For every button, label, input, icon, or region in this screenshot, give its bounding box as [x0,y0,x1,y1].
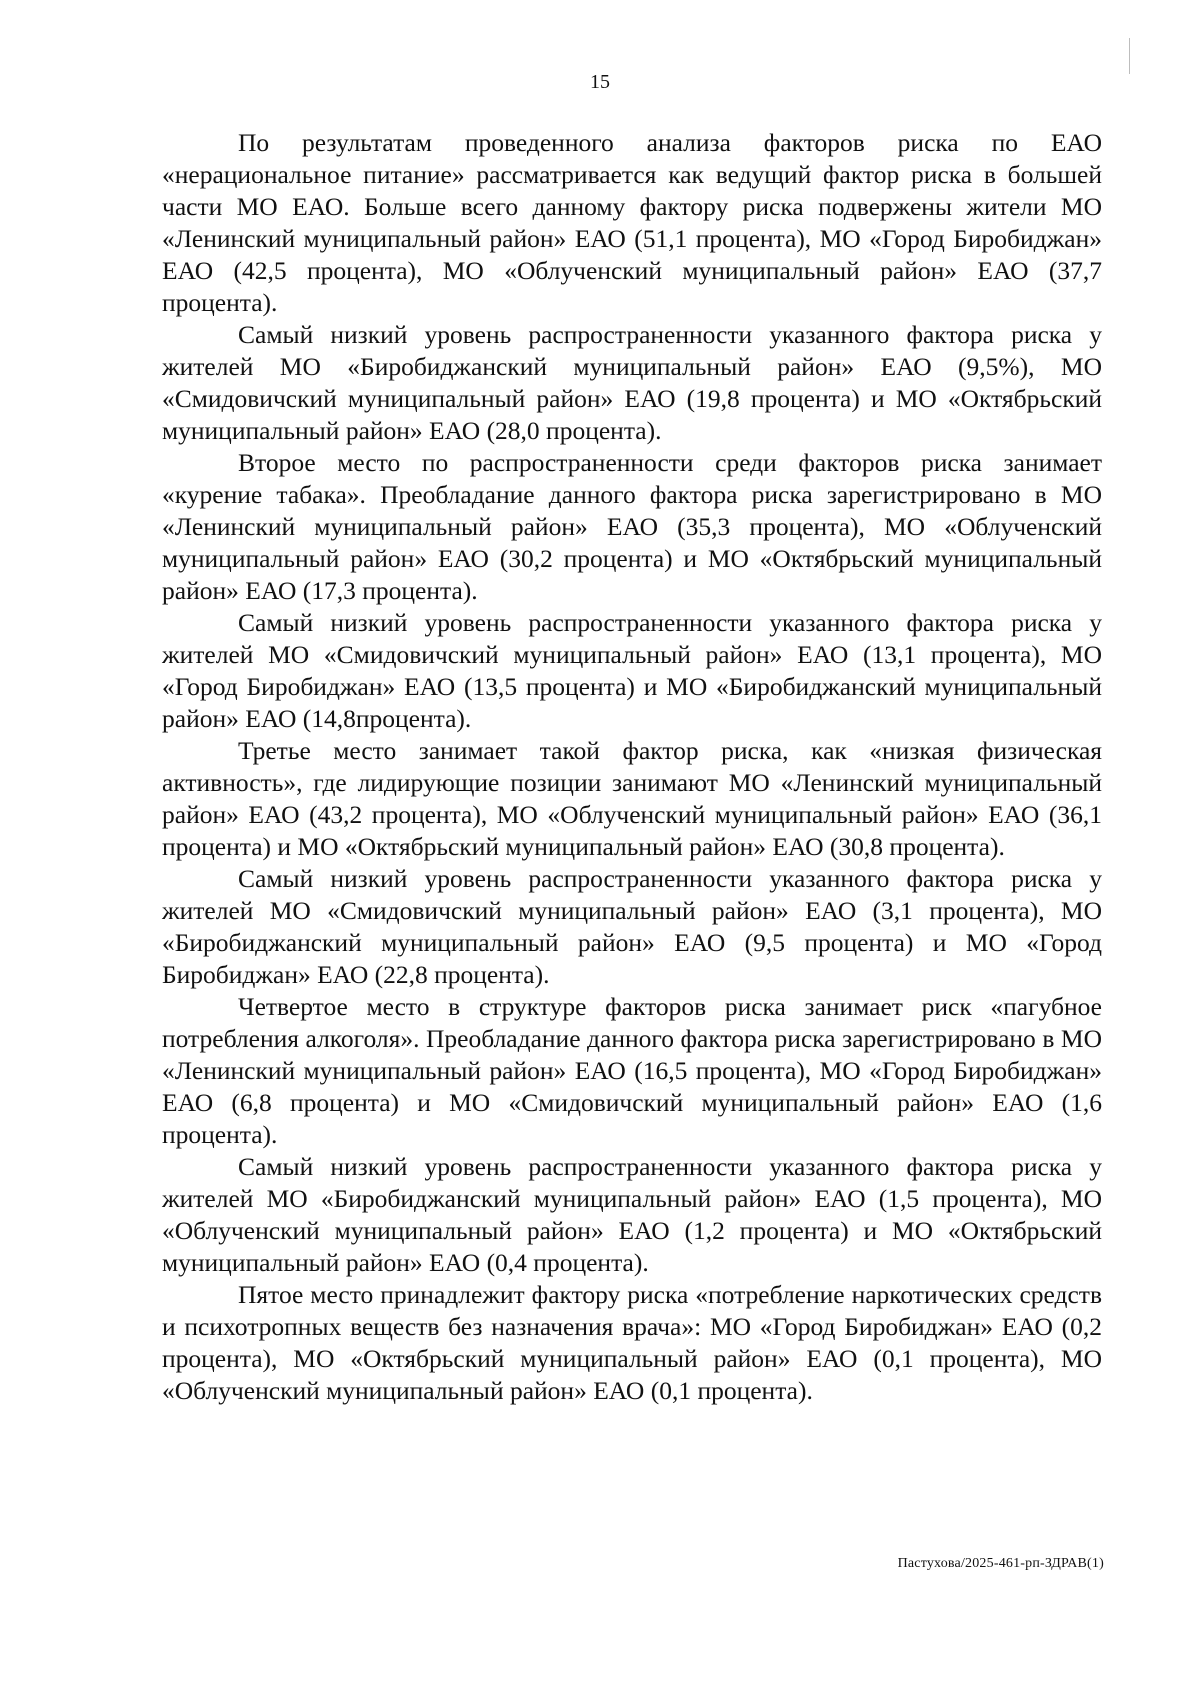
paragraph: Самый низкий уровень распространенности указанного фактора риска у жителей МО «Смидовичский муниципальный район» ЕАО (13,1 процента), МО «Город Биробиджан» ЕАО (13,5 процента) и МО «Биробиджанский муниципальный район» ЕАО (14,8процента). [162,608,1102,733]
document-body [162,127,1102,1407]
paragraph: Самый низкий уровень распространенности указанного фактора риска у жителей МО «Биробиджанский муниципальный район» ЕАО (1,5 процента), МО «Облученский муниципальный район» ЕАО (1,2 процента) и МО «Октябрьский муниципальный район» ЕАО (0,4 процента). [162,1152,1102,1277]
scan-edge-mark [1129,38,1130,74]
paragraph: По результатам проведенного анализа факторов риска по ЕАО «нерациональное питание» рассматривается как ведущий фактор риска в большей части МО ЕАО. Больше всего данному фактору риска подвержены жители МО «Ленинский муниципальный район» ЕАО (51,1 процента), МО «Город Биробиджан» ЕАО (42,5 процента), МО «Облученский муниципальный район» ЕАО (37,7 процента). [162,128,1102,317]
paragraph: Второе место по распространенности среди факторов риска занимает «курение табака». Преобладание данного фактора риска зарегистрировано в МО «Ленинский муниципальный район» ЕАО (35,3 процента), МО «Облученский муниципальный район» ЕАО (30,2 процента) и МО «Октябрьский муниципальный район» ЕАО (17,3 процента). [162,448,1102,605]
paragraph: Третье место занимает такой фактор риска, как «низкая физическая активность», где лидирующие позиции занимают МО «Ленинский муниципальный район» ЕАО (43,2 процента), МО «Облученский муниципальный район» ЕАО (36,1 процента) и МО «Октябрьский муниципальный район» ЕАО (30,8 процента). [162,736,1102,861]
page-number: 15 [590,71,610,93]
paragraph: Самый низкий уровень распространенности указанного фактора риска у жителей МО «Смидовичский муниципальный район» ЕАО (3,1 процента), МО «Биробиджанский муниципальный район» ЕАО (9,5 процента) и МО «Город Биробиджан» ЕАО (22,8 процента). [162,864,1102,989]
document-footer-code: Пастухова/2025-461-рп-ЗДРАВ(1) [897,1556,1104,1571]
paragraph: Четвертое место в структуре факторов риска занимает риск «пагубное потребления алкоголя». Преобладание данного фактора риска зарегистрировано в МО «Ленинский муниципальный район» ЕАО (16,5 процента), МО «Город Биробиджан» ЕАО (6,8 процента) и МО «Смидовичский муниципальный район» ЕАО (1,6 процента). [162,992,1102,1149]
paragraph: Пятое место принадлежит фактору риска «потребление наркотических средств и психотропных веществ без назначения врача»: МО «Город Биробиджан» ЕАО (0,2 процента), МО «Октябрьский муниципальный район» ЕАО (0,1 процента), МО «Облученский муниципальный район» ЕАО (0,1 процента). [162,1280,1102,1405]
paragraph: Самый низкий уровень распространенности указанного фактора риска у жителей МО «Биробиджанский муниципальный район» ЕАО (9,5%), МО «Смидовичский муниципальный район» ЕАО (19,8 процента) и МО «Октябрьский муниципальный район» ЕАО (28,0 процента). [162,320,1102,445]
